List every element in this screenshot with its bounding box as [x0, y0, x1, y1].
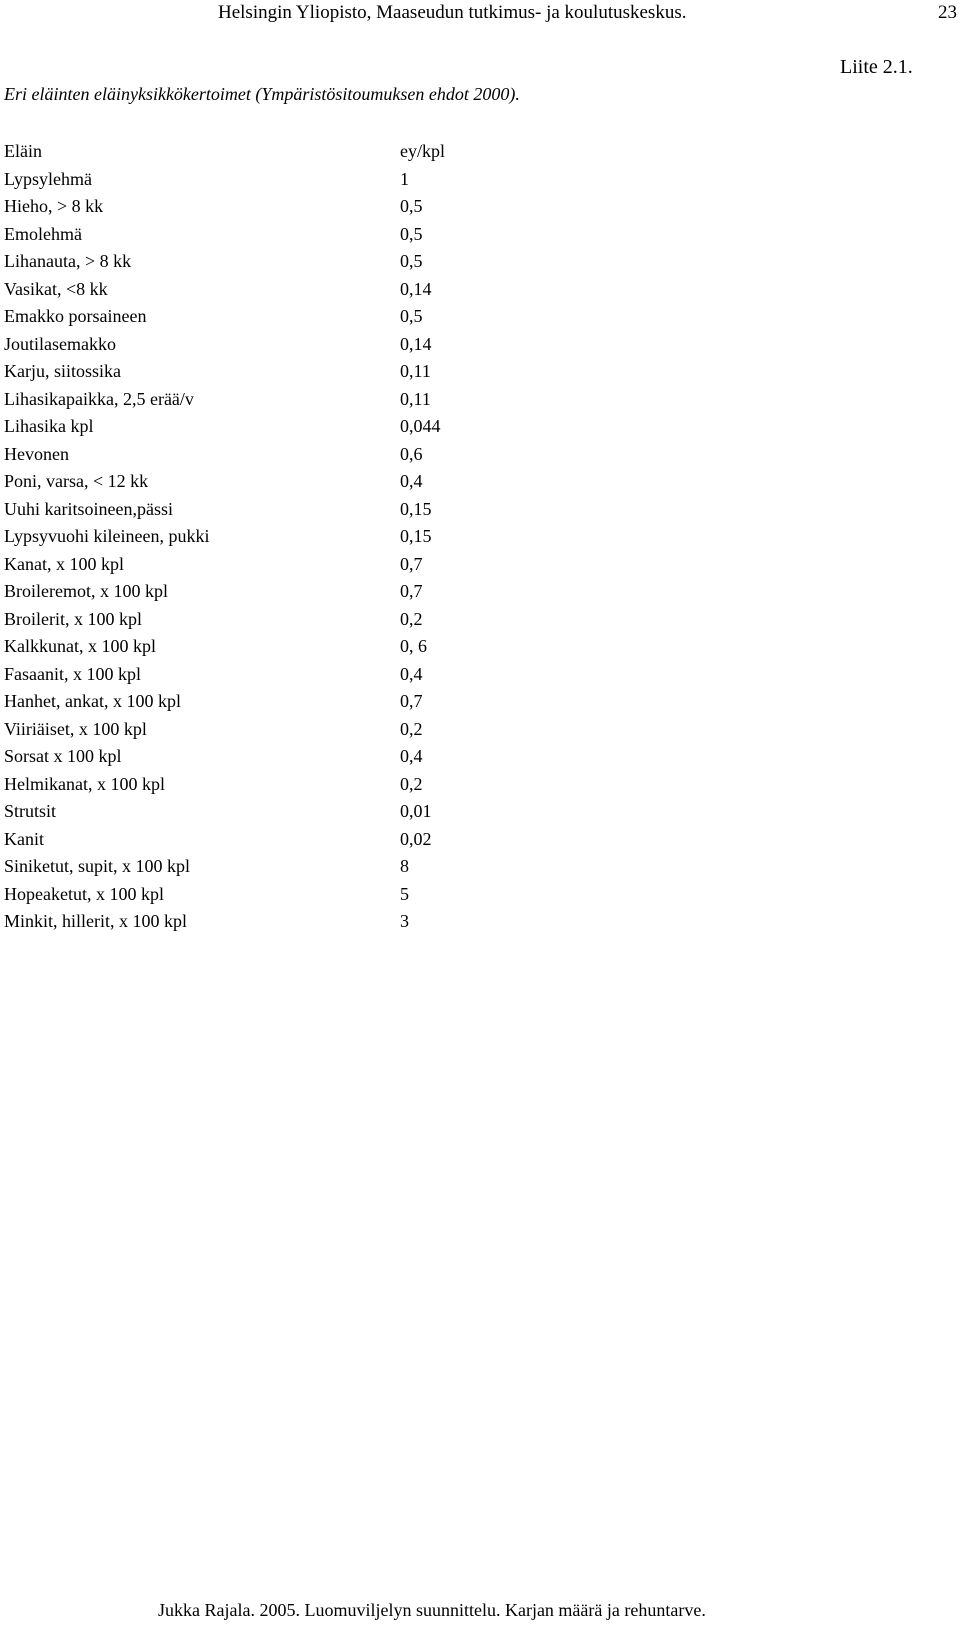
animal-name: Helmikanat, x 100 kpl: [4, 773, 165, 794]
animal-name: Lypsyvuohi kileineen, pukki: [4, 526, 210, 546]
column-header-unit: ey/kpl: [400, 141, 445, 161]
table-row: [4, 798, 604, 826]
animal-name: Strutsit: [4, 801, 57, 821]
appendix-label: Liite 2.1.: [840, 56, 913, 78]
table-row: [4, 193, 604, 221]
table-row: [4, 166, 604, 194]
unit-coefficient: 0,5: [400, 196, 423, 216]
animal-name: Hieho, > 8 kk: [4, 196, 104, 216]
table-row: [4, 633, 604, 661]
unit-coefficient: 0,7: [400, 691, 423, 711]
animal-name: Vasikat, <8 kk: [4, 278, 108, 299]
unit-coefficient: 0,2: [400, 718, 423, 739]
animal-name: Joutilasemakko: [4, 333, 116, 354]
page-footer: Jukka Rajala. 2005. Luomuviljelyn suunnittelu. Karjan määrä ja rehuntarve.: [158, 1600, 706, 1620]
table-row: [4, 771, 604, 799]
unit-coefficient: 0,14: [400, 333, 432, 354]
animal-name: Lypsylehmä: [4, 168, 92, 189]
unit-coefficient: 0,11: [400, 388, 431, 409]
table-row: [4, 578, 604, 606]
unit-coefficient: 0,044: [400, 416, 441, 436]
table-row: [4, 881, 604, 909]
unit-coefficient: 5: [400, 883, 409, 904]
table-row: [4, 386, 604, 414]
animal-name: Lihanauta, > 8 kk: [4, 251, 132, 271]
unit-coefficient: 0,5: [400, 306, 423, 326]
unit-coefficient: 0,4: [400, 471, 423, 491]
table-row: [4, 358, 604, 386]
unit-coefficient: 0,6: [400, 443, 423, 464]
animal-name: Emakko porsaineen: [4, 306, 147, 326]
unit-coefficient: 8: [400, 856, 409, 876]
unit-coefficient: 3: [400, 911, 409, 931]
table-row: [4, 661, 604, 689]
table-row: [4, 551, 604, 579]
animal-name: Siniketut, supit, x 100 kpl: [4, 856, 191, 876]
unit-coefficient: 0,4: [400, 746, 423, 766]
animal-name: Fasaanit, x 100 kpl: [4, 663, 141, 684]
animal-name: Sorsat x 100 kpl: [4, 746, 122, 766]
unit-coefficient: 0,14: [400, 278, 432, 299]
unit-coefficient: 0,2: [400, 608, 423, 629]
animal-name: Broilerit, x 100 kpl: [4, 608, 142, 629]
table-row: [4, 908, 604, 936]
table-row: [4, 523, 604, 551]
table-row: [4, 606, 604, 634]
unit-coefficient: 0,7: [400, 553, 423, 574]
table-row: [4, 331, 604, 359]
unit-coefficient: 0,02: [400, 828, 432, 849]
table-row: [4, 716, 604, 744]
unit-coefficient: 0,15: [400, 498, 432, 519]
animal-name: Poni, varsa, < 12 kk: [4, 471, 149, 491]
animal-name: Hopeaketut, x 100 kpl: [4, 883, 164, 904]
unit-coefficient: 0,15: [400, 526, 432, 546]
unit-coefficient: 0,01: [400, 801, 432, 821]
animal-name: Uuhi karitsoineen,pässi: [4, 498, 173, 519]
table-row: [4, 468, 604, 496]
unit-coefficient: 0,5: [400, 223, 423, 244]
table-row: [4, 303, 604, 331]
unit-coefficient: 0,4: [400, 663, 423, 684]
coefficient-table: [4, 138, 604, 936]
animal-name: Kalkkunat, x 100 kpl: [4, 636, 156, 656]
animal-name: Kanat, x 100 kpl: [4, 553, 124, 574]
unit-coefficient: 0,5: [400, 251, 423, 271]
header-institution: Helsingin Yliopisto, Maaseudun tutkimus- ja koulutuskeskus.: [218, 2, 687, 23]
table-row: [4, 276, 604, 304]
table-row: [4, 688, 604, 716]
animal-name: Kanit: [4, 828, 44, 849]
animal-name: Lihasika kpl: [4, 416, 94, 436]
animal-name: Hanhet, ankat, x 100 kpl: [4, 691, 181, 711]
table-row: [4, 853, 604, 881]
table-row: [4, 441, 604, 469]
column-header-animal: Eläin: [4, 141, 42, 161]
table-row: [4, 826, 604, 854]
unit-coefficient: 0,7: [400, 581, 423, 601]
animal-name: Lihasikapaikka, 2,5 erää/v: [4, 388, 194, 409]
page-number: 23: [938, 2, 957, 23]
table-row: [4, 221, 604, 249]
animal-name: Viiriäiset, x 100 kpl: [4, 718, 147, 739]
unit-coefficient: 0,2: [400, 773, 423, 794]
unit-coefficient: 0, 6: [400, 636, 427, 656]
unit-coefficient: 1: [400, 168, 409, 189]
animal-name: Hevonen: [4, 443, 69, 464]
animal-name: Emolehmä: [4, 223, 82, 244]
page-header: [0, 0, 960, 30]
table-header-row: [4, 138, 604, 166]
animal-name: Minkit, hillerit, x 100 kpl: [4, 911, 187, 931]
table-row: [4, 743, 604, 771]
animal-name: Karju, siitossika: [4, 361, 121, 381]
table-row: [4, 496, 604, 524]
table-row: [4, 413, 604, 441]
table-row: [4, 248, 604, 276]
table-caption: Eri eläinten eläinyksikkökertoimet (Ympäristösitoumuksen ehdot 2000).: [4, 84, 520, 104]
unit-coefficient: 0,11: [400, 361, 431, 381]
animal-name: Broileremot, x 100 kpl: [4, 581, 168, 601]
